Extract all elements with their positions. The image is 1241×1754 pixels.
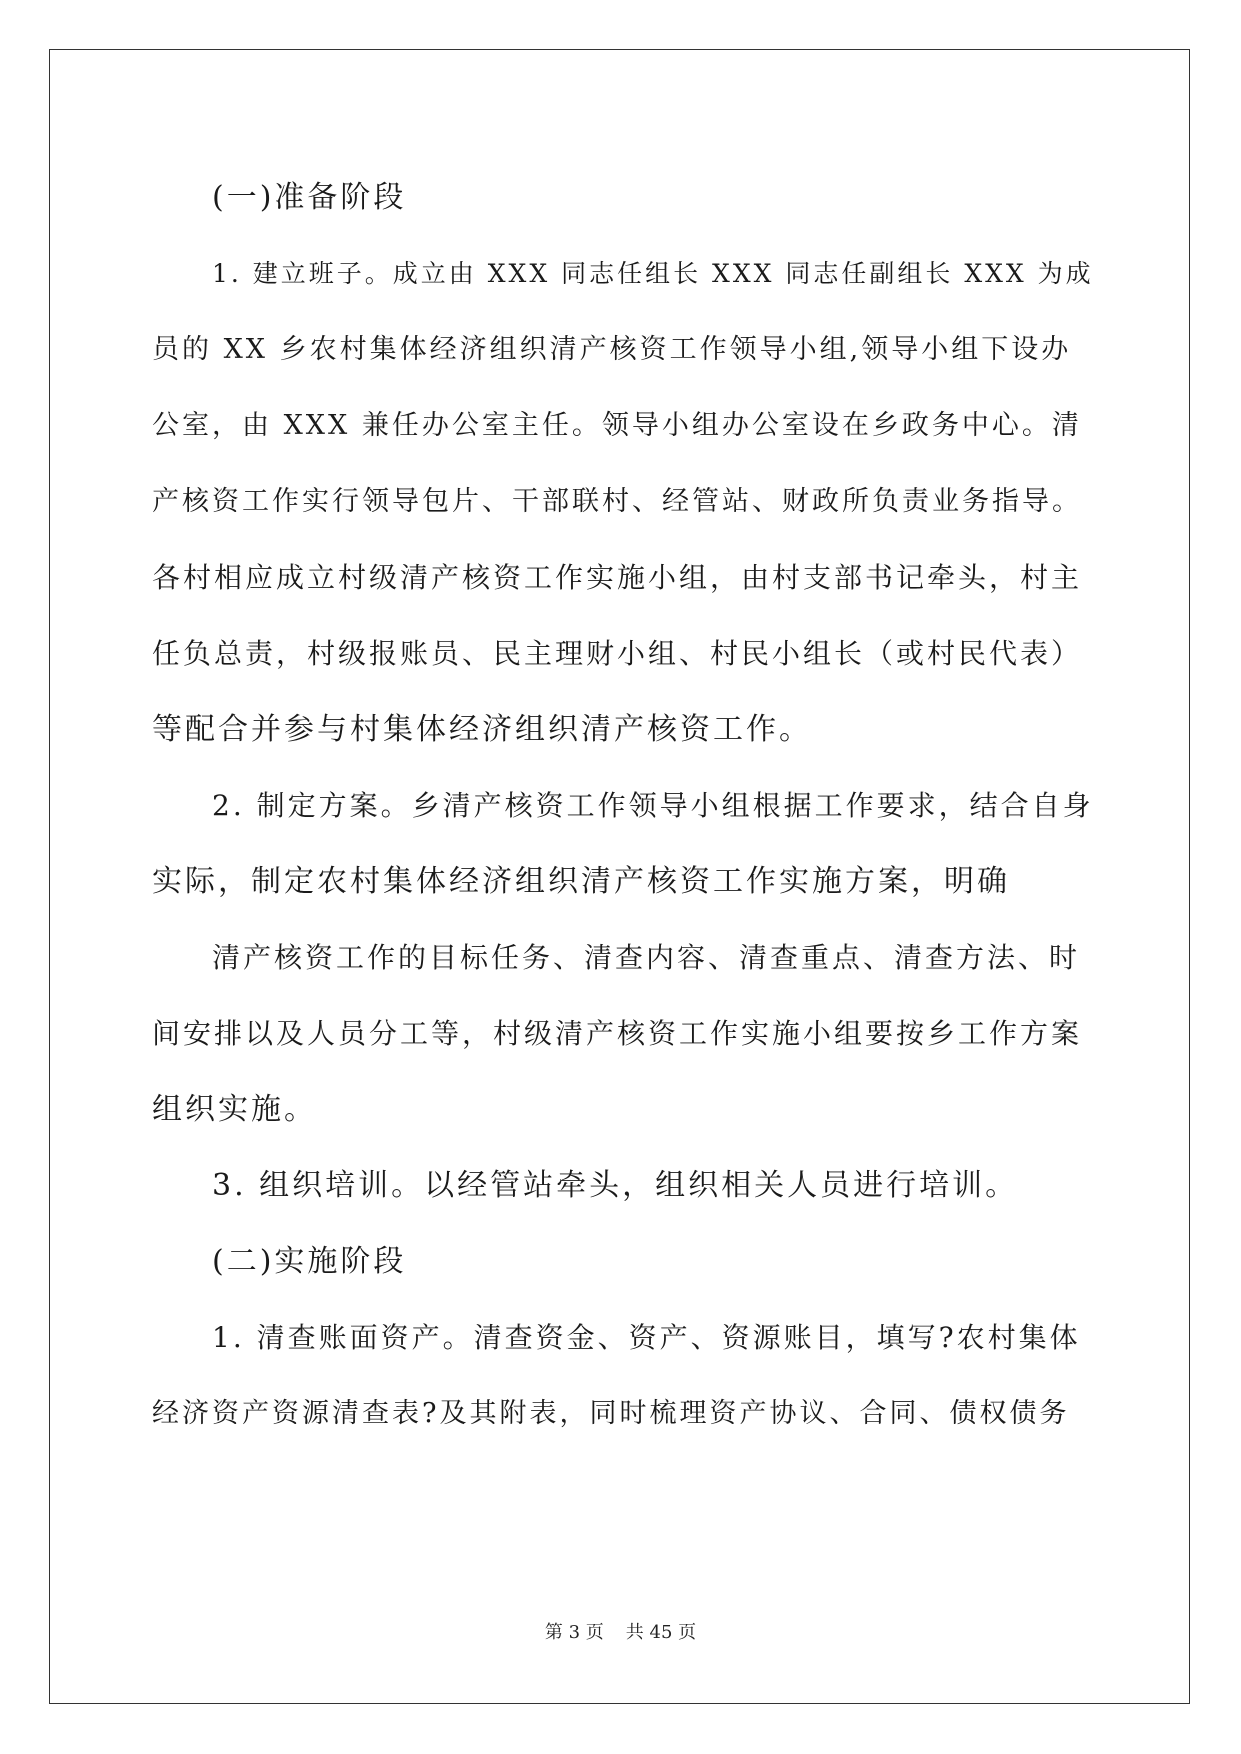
page-footer [0,1621,1241,1645]
section-heading-preparation: (一)准备阶段 [212,180,407,215]
body-line: 3. 组织培训。以经管站牵头，组织相关人员进行培训。 [212,1168,1019,1203]
section-heading-implementation: (二)实施阶段 [212,1244,407,1279]
body-line: 任负总责，村级报账员、民主理财小组、村民小组长（或村民代表） [152,637,1083,670]
body-line: 产核资工作实行领导包片、干部联村、经管站、财政所负责业务指导。 [152,486,1082,517]
body-line: 各村相应成立村级清产核资工作实施小组，由村支部书记牵头，村主 [152,561,1083,594]
page-number: 第 3 页 [544,1622,604,1643]
body-line: 1. 建立班子。成立由 XXX 同志任组长 XXX 同志任副组长 XXX 为成 [212,259,1094,288]
document-body [152,160,1098,1452]
body-line: 清产核资工作的目标任务、清查内容、清查重点、清查方法、时 [212,941,1081,974]
body-line: 2. 制定方案。乡清产核资工作领导小组根据工作要求，结合自身 [212,789,1094,822]
body-line: 经济资产资源清查表?及其附表，同时梳理资产协议、合同、债权债务 [152,1398,1070,1429]
body-line: 间安排以及人员分工等，村级清产核资工作实施小组要按乡工作方案 [152,1017,1083,1050]
page-total: 共 45 页 [625,1622,697,1643]
body-line: 组织实施。 [152,1092,317,1127]
body-line: 公室，由 XXX 兼任办公室主任。领导小组办公室设在乡政务中心。清 [152,410,1082,441]
body-line: 1. 清查账面资产。清查资金、资产、资源账目，填写?农村集体 [212,1321,1081,1354]
body-line: 员的 XX 乡农村集体经济组织清产核资工作领导小组,领导小组下设办 [152,334,1072,365]
body-line: 等配合并参与村集体经济组织清产核资工作。 [152,712,812,747]
body-line: 实际，制定农村集体经济组织清产核资工作实施方案，明确 [152,864,1010,899]
